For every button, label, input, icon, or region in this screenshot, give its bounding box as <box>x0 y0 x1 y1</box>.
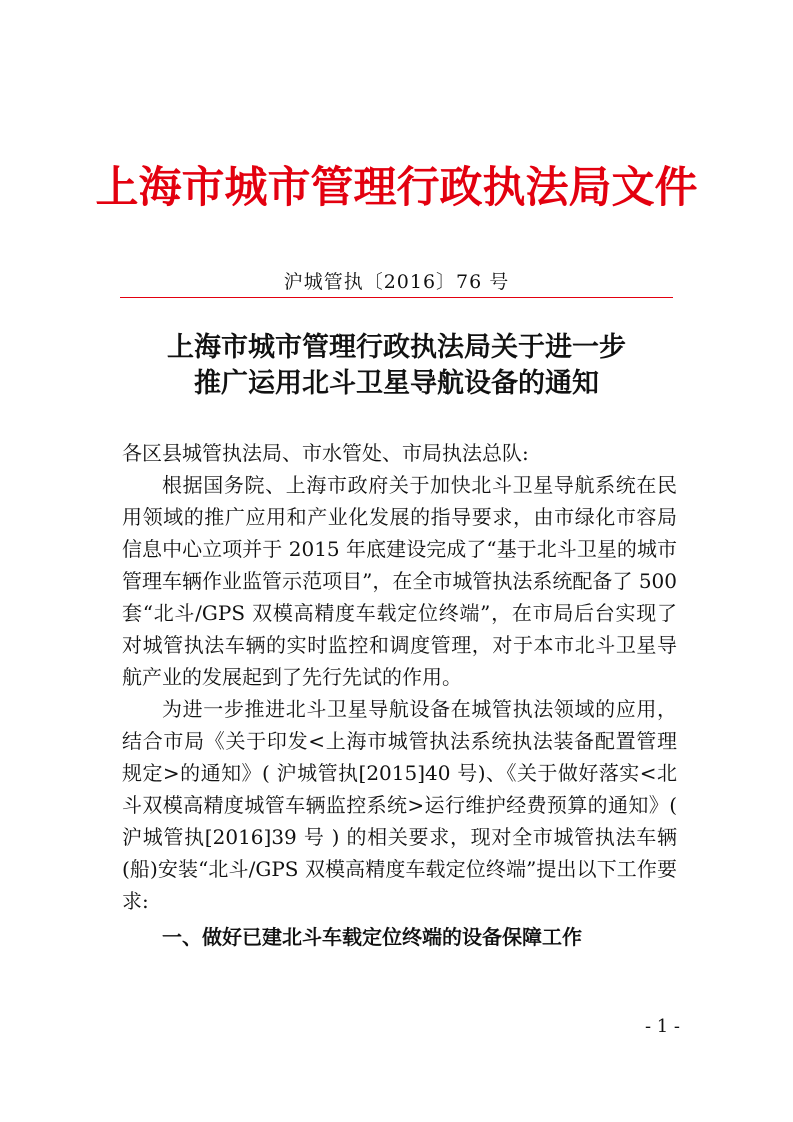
document-number: 沪城管执〔2016〕76 号 <box>283 271 510 293</box>
document-body <box>122 437 677 953</box>
page-number: - 1 - <box>644 1016 680 1037</box>
section-heading-1: 一、做好已建北斗车载定位终端的设备保障工作 <box>162 925 582 949</box>
body-paragraph-1: 根据国务院、上海市政府关于加快北斗卫星导航系统在民用领域的推广应用和产业化发展的指导要求，由市绿化市容局信息中心立项并于 2015 年底建设完成了“基于北斗卫星的城市管理车辆作业监管示范项目”，在全市城管执法系统配备了 500 套“北斗/GPS 双模高精度车载定位终端”，在市局后台实现了对城管执法车辆的实时监控和调度管理，对于本市北斗卫星导航产业的发展起到了先行先试的作用。 <box>122 473 677 689</box>
salutation: 各区县城管执法局、市水管处、市局执法总队: <box>122 441 529 465</box>
notice-title-line-2: 推广运用北斗卫星导航设备的通知 <box>194 368 599 399</box>
masthead-title: 上海市城市管理行政执法局文件 <box>95 163 698 213</box>
red-divider-line <box>120 297 673 298</box>
notice-title <box>0 330 793 402</box>
body-paragraph-2: 为进一步推进北斗卫星导航设备在城管执法领域的应用，结合市局《关于印发<上海市城管执法系统执法装备配置管理规定>的通知》( 沪城管执[2015]40 号)、《关于做好落实<北斗双模高精度城管车辆监控系统>运行维护经费预算的通知》( 沪城管执[2016]39 号 ) 的相关要求，现对全市城管执法车辆(船)安装“北斗/GPS 双模高精度车载定位终端”提出以下工作要求: <box>122 697 677 913</box>
notice-title-line-1: 上海市城市管理行政执法局关于进一步 <box>167 332 626 363</box>
